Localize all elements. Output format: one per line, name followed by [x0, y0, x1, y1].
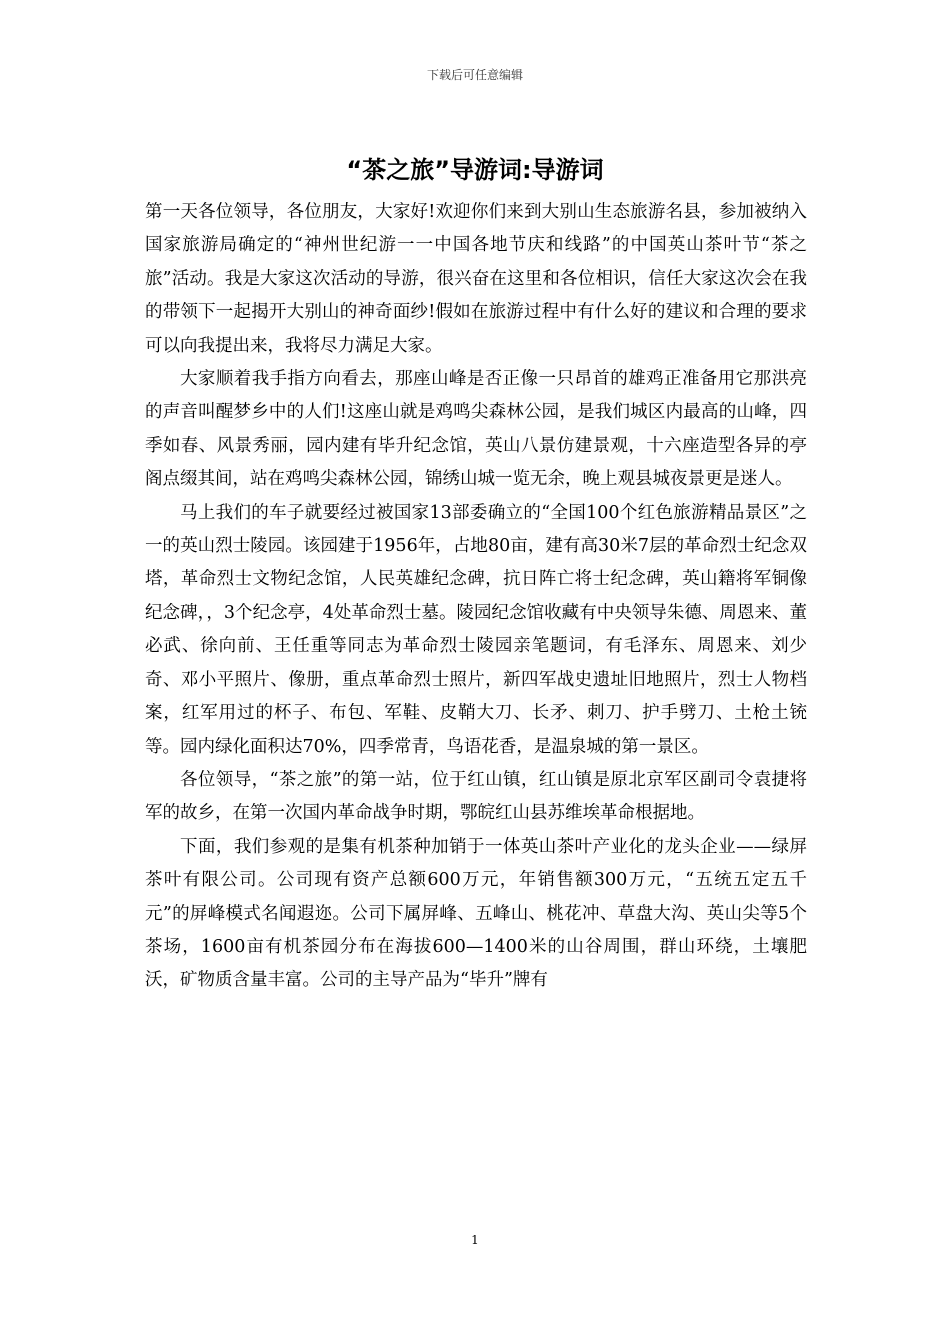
document-body: [145, 196, 807, 998]
paragraph-4: 各位领导，“茶之旅”的第一站，位于红山镇，红山镇是原北京军区副司令袁捷将军的故乡，在第一次国内革命战争时期，鄂皖红山县苏维埃革命根据地。: [145, 769, 807, 824]
paragraph-2: 大家顺着我手指方向看去，那座山峰是否正像一只昂首的雄鸡正准备用它那洪亮的声音叫醒梦乡中的人们!这座山就是鸡鸣尖森林公园，是我们城区内最高的山峰，四季如春、风景秀丽，园内建有毕升纪念馆，英山八景仿建景观，十六座造型各异的亭阁点缀其间，站在鸡鸣尖森林公园，锦绣山城一览无余，晚上观县城夜景更是迷人。: [145, 369, 807, 490]
document-title: “茶之旅”导游词:导游词: [346, 156, 604, 184]
paragraph-1: 第一天各位领导，各位朋友，大家好!欢迎你们来到大别山生态旅游名县，参加被纳入国家旅游局确定的“神州世纪游一一中国各地节庆和线路”的中国英山茶叶节“茶之旅”活动。我是大家这次活动的导游，很兴奋在这里和各位相识，信任大家这次会在我的带领下一起揭开大别山的神奇面纱!假如在旅游过程中有什么好的建议和合理的要求可以向我提出来，我将尽力满足大家。: [145, 202, 807, 356]
page-header-note: 下载后可任意编辑: [426, 68, 523, 82]
page-number: 1: [471, 1233, 479, 1247]
paragraph-3: 马上我们的车子就要经过被国家13部委确立的“全国100个红色旅游精品景区”之一的英山烈士陵园。该园建于1956年，占地80亩，建有高30米7层的革命烈士纪念双塔，革命烈士文物纪念馆，人民英雄纪念碑，抗日阵亡将士纪念碑，英山籍将军铜像纪念碑，，3个纪念亭，4处革命烈士墓。陵园纪念馆收藏有中央领导朱德、周恩来、董必武、徐向前、王任重等同志为革命烈士陵园亲笔题词，有毛泽东、周恩来、刘少奇、邓小平照片、像册，重点革命烈士照片，新四军战史遗址旧地照片，烈士人物档案，红军用过的杯子、布包、军鞋、皮鞘大刀、长矛、刺刀、护手劈刀、土枪土铳等。园内绿化面积达70%，四季常青，鸟语花香，是温泉城的第一景区。: [145, 502, 807, 757]
paragraph-5: 下面，我们参观的是集有机茶种加销于一体英山茶叶产业化的龙头企业——绿屏茶叶有限公司。公司现有资产总额600万元，年销售额300万元，“五统五定五千元”的屏峰模式名闻遐迩。公司下属屏峰、五峰山、桃花冲、草盘大沟、英山尖等5个茶场，1600亩有机茶园分布在海拔600—1400米的山谷周围，群山环绕，土壤肥沃，矿物质含量丰富。公司的主导产品为“毕升”牌有: [145, 836, 807, 991]
